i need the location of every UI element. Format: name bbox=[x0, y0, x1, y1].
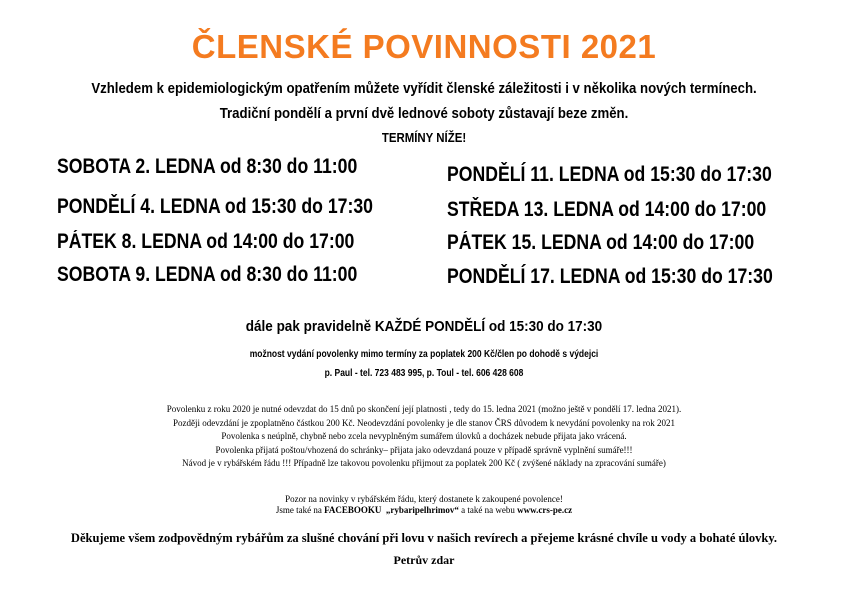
weekly-suffix: od 15:30 do 17:30 bbox=[485, 318, 603, 335]
intro-line-1: Vzhledem k epidemiologickým opatřením můžete vyřídit členské záležitosti i v několika nových termínech. bbox=[91, 80, 757, 97]
term-left-1: SOBOTA 2. LEDNA od 8:30 do 11:00 bbox=[57, 155, 358, 178]
paragraph-line-5: Návod je v rybářském řádu !!! Případně lze takovou povolenku přijmout za poplatek 200 Kč ( zvýšené náklady na zpracování sumáře) bbox=[182, 458, 666, 468]
facebook-page-name[interactable]: „rybaripelhrimov“ bbox=[385, 505, 459, 515]
term-right-2: STŘEDA 13. LEDNA od 14:00 do 17:00 bbox=[447, 198, 767, 221]
weekly-schedule bbox=[42, 318, 805, 335]
signature: Petrův zdar bbox=[393, 553, 455, 567]
intro-line-2: Tradiční pondělí a první dvě lednové soboty zůstavají beze změn. bbox=[219, 105, 629, 122]
thanks-message: Děkujeme všem zodpovědným rybářům za slušné chování při lovu v našich revírech a přejeme krásné chvíle u vody a bohaté úlovky. bbox=[70, 531, 778, 545]
term-left-3: PÁTEK 8. LEDNA od 14:00 do 17:00 bbox=[57, 230, 355, 253]
rules-notice: Pozor na novinky v rybářském řádu, který dostanete k zakoupené povolence! bbox=[285, 494, 563, 504]
social-prefix: Jsme také na bbox=[275, 505, 325, 515]
social-links bbox=[0, 505, 848, 515]
paragraph-line-3: Povolenka s neúplně, chybně nebo zcela nevyplněným sumářem úlovků a docházek nebude přijata jako vrácená. bbox=[221, 431, 627, 441]
facebook-label: FACEBOOKU bbox=[324, 505, 382, 515]
term-right-4: PONDĚLÍ 17. LEDNA od 15:30 do 17:30 bbox=[447, 265, 773, 288]
paragraph-line-2: Později odevzdání je zpoplatněno částkou 200 Kč. Neodevzdání povolenky je dle stanov ČRS důvodem k nevydání povolenky na rok 2021 bbox=[173, 418, 675, 428]
paragraph-line-4: Povolenka přijatá poštou/vhozená do schránky– přijata jako odevzdaná pouze v případě správně vyplnění sumáře!!! bbox=[215, 445, 633, 455]
website-link[interactable]: www.crs-pe.cz bbox=[517, 505, 573, 515]
intro-line-3: TERMÍNY NÍŽE! bbox=[381, 130, 467, 145]
weekly-prefix: dále pak pravidelně bbox=[245, 318, 375, 335]
term-right-1: PONDĚLÍ 11. LEDNA od 15:30 do 17:30 bbox=[447, 163, 772, 186]
term-left-4: SOBOTA 9. LEDNA od 8:30 do 11:00 bbox=[57, 263, 358, 286]
page-title: ČLENSKÉ POVINNOSTI 2021 bbox=[191, 28, 657, 65]
extra-fee-note: možnost vydání povolenky mimo termíny za poplatek 200 Kč/člen po dohodě s výdejci bbox=[249, 349, 599, 360]
term-left-2: PONDĚLÍ 4. LEDNA od 15:30 do 17:30 bbox=[57, 195, 373, 218]
contact-phones: p. Paul - tel. 723 483 995, p. Toul - tel. 606 428 608 bbox=[324, 368, 524, 379]
weekly-highlight: KAŽDÉ PONDĚLÍ bbox=[374, 318, 486, 335]
social-mid: a také na webu bbox=[458, 505, 518, 515]
paragraph-line-1: Povolenku z roku 2020 je nutné odevzdat do 15 dnů po skončení její platnosti , tedy do 15. ledna 2021 (možno ještě v pondělí 17. ledna 2021). bbox=[166, 404, 682, 414]
term-right-3: PÁTEK 15. LEDNA od 14:00 do 17:00 bbox=[447, 231, 755, 254]
